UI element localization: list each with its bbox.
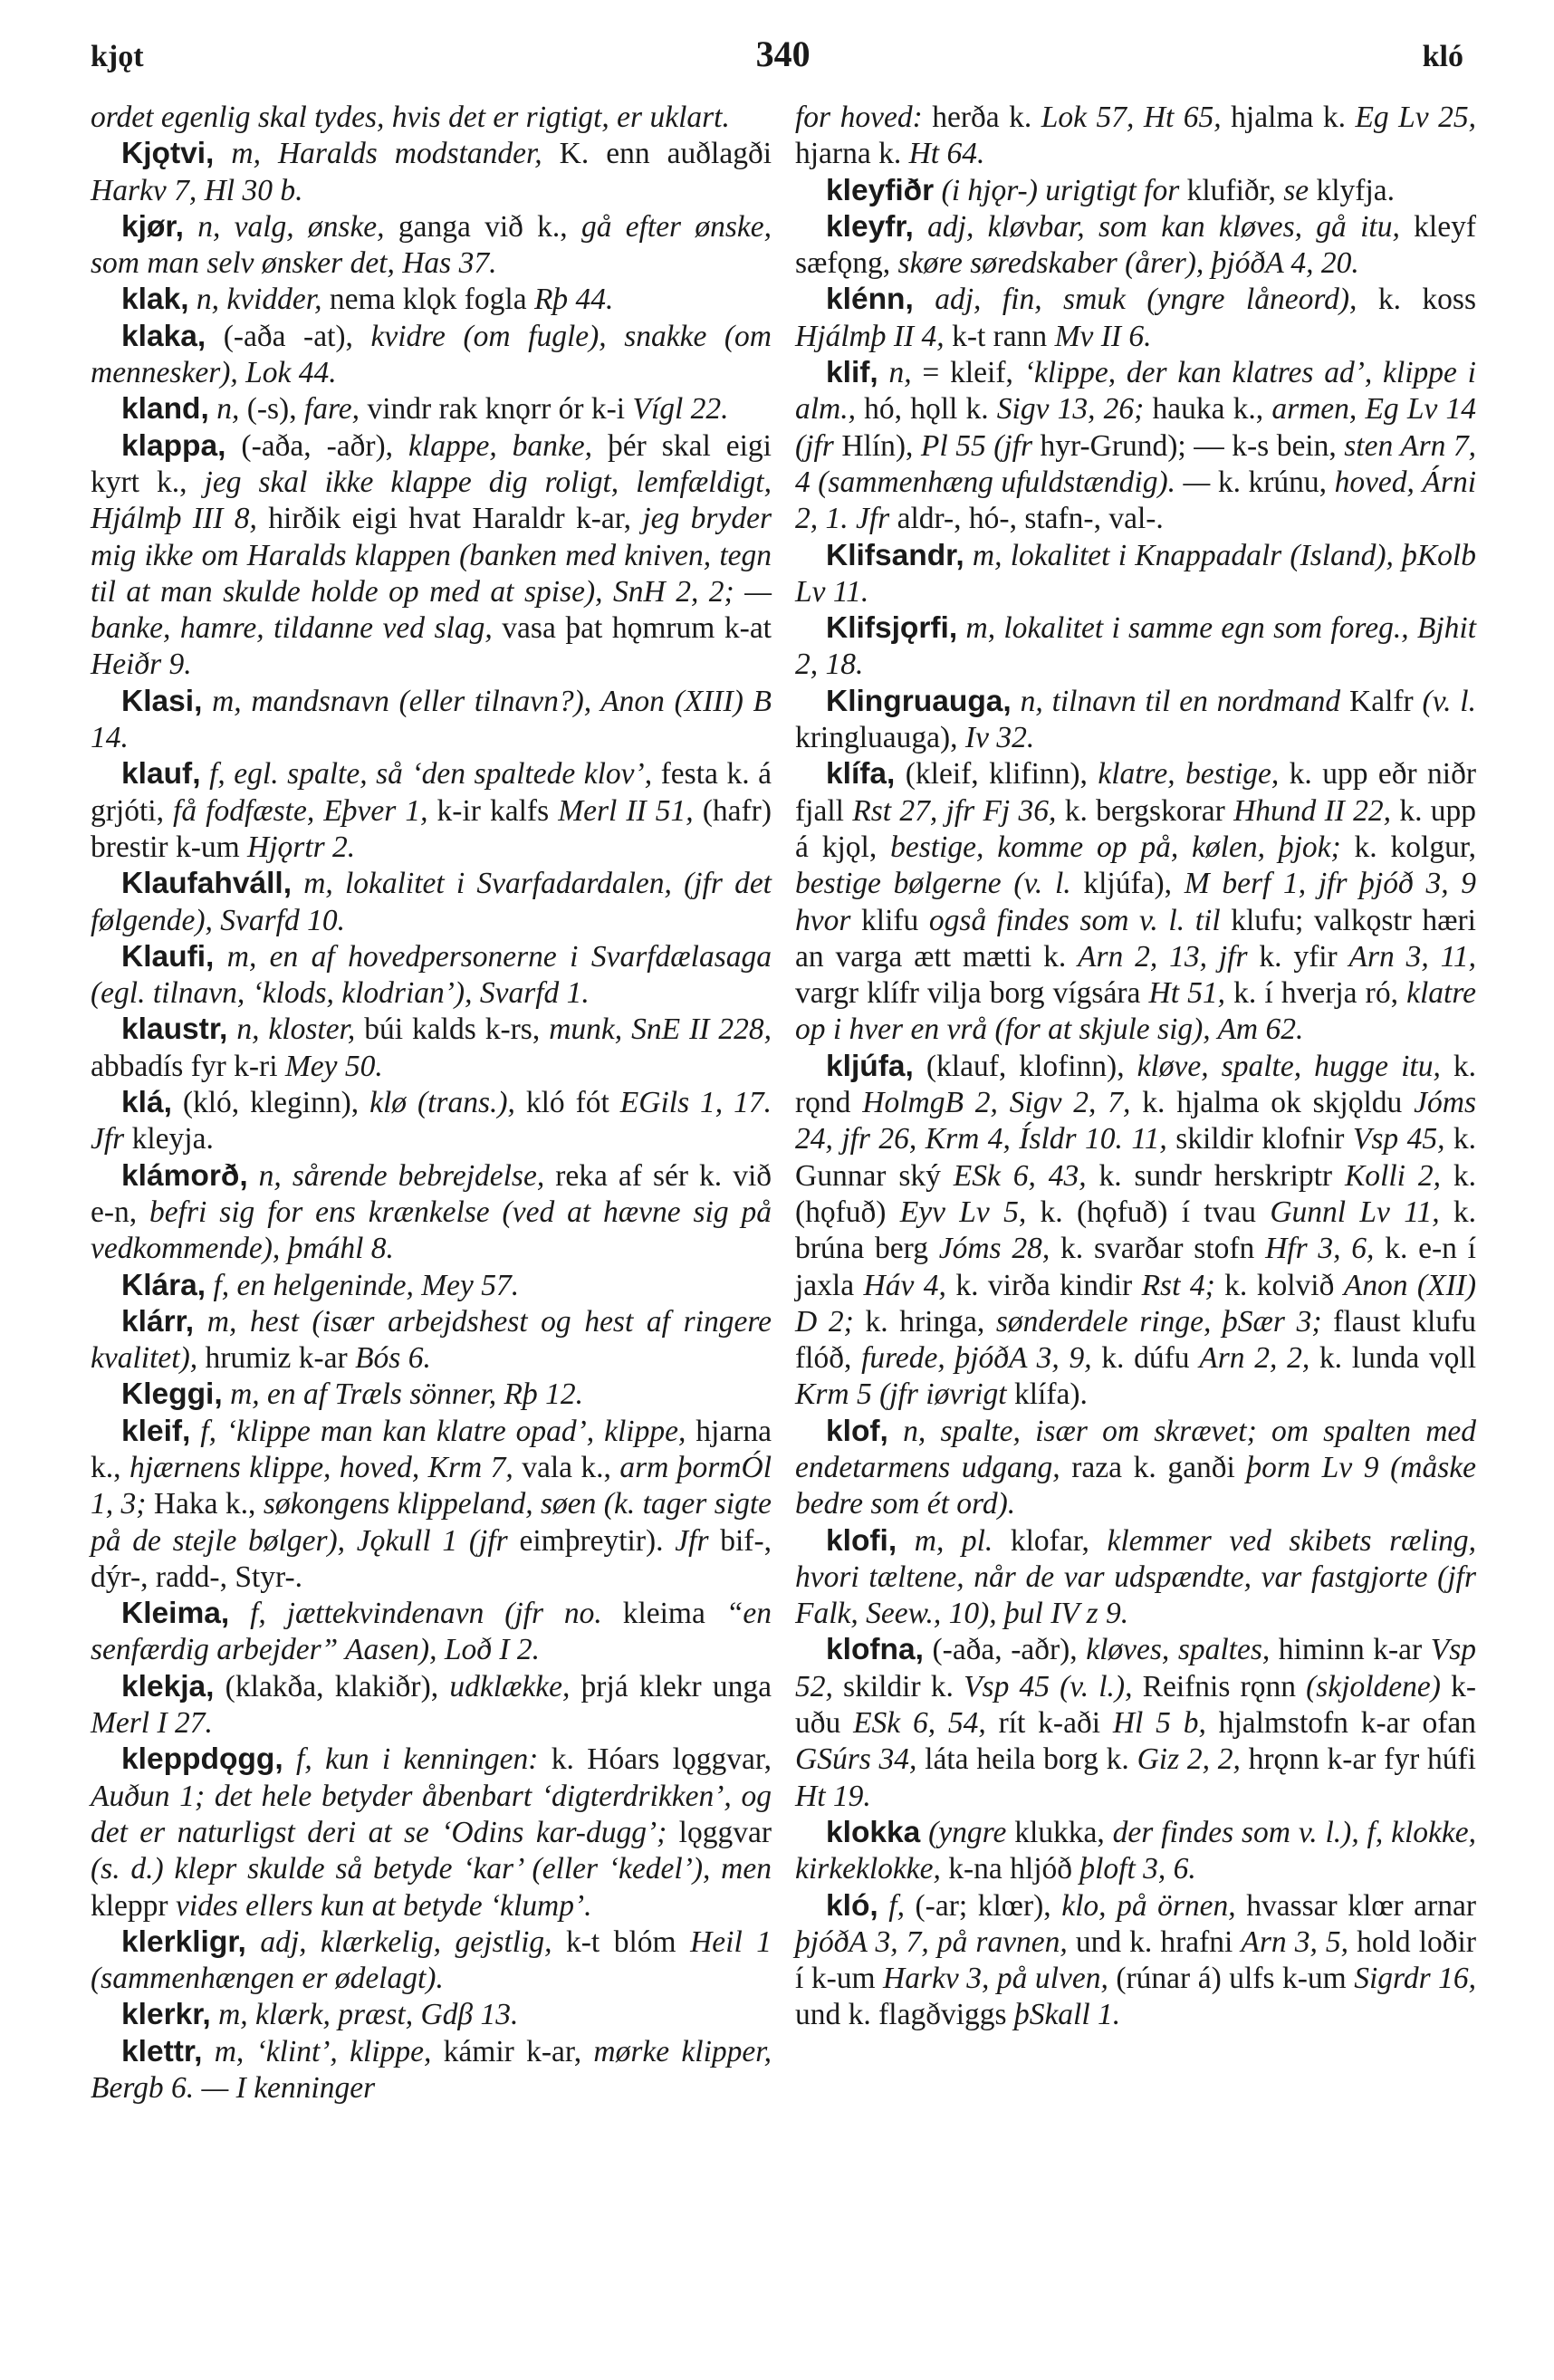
dictionary-entry: klénn, adj, fin, smuk (yngre låneord), k. koss Hjálmþ II 4, k-t rann Mv II 6. [795, 283, 1476, 353]
dictionary-entry: Klára, f, en helgeninde, Mey 57. [121, 1268, 520, 1302]
dictionary-entry: ordet egenlig skal tydes, hvis det er rigtigt, er uklart. [91, 101, 730, 134]
page-header [91, 33, 1463, 87]
dictionary-entry: klofi, m, pl. klofar, klemmer ved skibets ræling, hvori tæltene, når de var udspændte, var fastgjorte (jfr Falk, Seew., 10), þul IV z 9. [795, 1523, 1476, 1631]
dictionary-entry: Klaufahváll, m, lokalitet i Svarfadardalen, (jfr det følgende), Svarfd 10. [91, 867, 772, 937]
dictionary-entry: klaka, (-aða -at), kvidre (om fugle), snakke (om mennesker), Lok 44. [91, 319, 772, 390]
dictionary-entry: kland, n, (-s), fare, vindr rak knǫrr ór k-i Vígl 22. [121, 392, 729, 427]
dictionary-entry: klá, (kló, kleginn), klø (trans.), kló fót EGils 1, 17. Jfr kleyja. [91, 1086, 772, 1156]
dictionary-entry: klerkligr, adj, klærkelig, gejstlig, k-t blóm Heil 1 (sammenhængen er ødelagt). [91, 1924, 772, 1996]
dictionary-entry: kló, f, (-ar; klœr), klo, på örnen, hvassar klœr arnar þjóðA 3, 7, på ravnen, und k. hrafni Arn 3, 5, hold loðir í k-um Harkv 3, på ulven, (rúnar á) ulfs k-um Sigrdr 16, und k. flagðviggs þSkall 1. [795, 1888, 1476, 2032]
dictionary-entry: klof, n, spalte, især om skrævet; om spalten med endetarmens udgang, raza k. ganði þorm Lv 9 (måske bedre som ét ord). [795, 1414, 1477, 1521]
running-headword-right: kló [1422, 40, 1463, 73]
dictionary-entry: klerkr, m, klærk, præst, Gdβ 13. [121, 1998, 519, 2032]
dictionary-entry: klífa, (kleif, klifinn), klatre, bestige, k. upp eðr niðr fjall Rst 27, jfr Fj 36, k. bergskorar Hhund II 22, k. upp á kjǫl, bestige, komme op på, kølen, þjok; k. kolgur, bestige bølgerne (v. l. kljúfa), M berf 1, jfr þjóð 3, 9 hvor klifu også findes som v. l. til klufu; valkǫstr hæri an varga ætt mætti k. Arn 2, 13, jfr k. yfir Arn 3, 11, vargr klífr vilja borg vígsára Ht 51, k. í hverja ró, klatre op i hver en vrå (for at skjule sig), Am 62. [795, 757, 1477, 1047]
dictionary-entry: klif, n, = kleif, ‘klippe, der kan klatres ad’, klippe i alm., hó, hǫll k. Sigv 13, 26; hauka k., armen, Eg Lv 14 (jfr Hlín), Pl 55 (jfr hyr-Grund); — k-s bein, sten Arn 7, 4 (sammenhæng ufuldstændig). — k. krúnu, hoved, Árni 2, 1. Jfr aldr-, hó-, stafn-, val-. [795, 356, 1477, 536]
dictionary-entry: Kleima, f, jættekvindenavn (jfr no. kleima “en senfærdig arbejder” Aasen), Loð I 2. [91, 1597, 772, 1667]
dictionary-entry: Klifsjǫrfi, m, lokalitet i samme egn som foreg., Bjhit 2, 18. [795, 611, 1476, 682]
page-number: 340 [755, 34, 811, 74]
dictionary-entry: kleppdǫgg, f, kun i kenningen: k. Hóars lǫggvar, Auðun 1; det hele betyder åbenbart ‘digterdrikken’, og det er naturligst deri at se ‘Odins kar-dugg’; lǫggvar (s. d.) klepr skulde så betyde ‘kar’ (eller ‘kedel’), men kleppr vides ellers kun at betyde ‘klump’. [91, 1742, 772, 1923]
dictionary-entry: klofna, (-aða, -aðr), kløves, spaltes, himinn k-ar Vsp 52, skildir k. Vsp 45 (v. l.), Reifnis rǫnn (skjoldene) k-uðu ESk 6, 54, rít k-aði Hl 5 b, hjalmstofn k-ar ofan GSúrs 34, láta heila borg k. Giz 2, 2, hrǫnn k-ar fyr húfi Ht 19. [795, 1633, 1477, 1813]
dictionary-entry: kleyfr, adj, kløvbar, som kan kløves, gå itu, kleyf sæfǫng, skøre søredskaber (årer), þjóðA 4, 20. [795, 209, 1476, 281]
dictionary-entry: for hoved: herða k. Lok 57, Ht 65, hjalma k. Eg Lv 25, hjarna k. Ht 64. [795, 101, 1476, 171]
dictionary-entry: klekja, (klakða, klakiðr), udklække, þrjá klekr unga Merl I 27. [91, 1669, 772, 1741]
dictionary-entry: klaustr, n, kloster, búi kalds k-rs, munk, SnE II 228, abbadís fyr k-ri Mey 50. [91, 1012, 772, 1083]
dictionary-entry: Klasi, m, mandsnavn (eller tilnavn?), Anon (XIII) B 14. [91, 684, 772, 755]
dictionary-entry: klak, n, kvidder, nema klǫk fogla Rþ 44. [121, 283, 614, 317]
dictionary-entry: klettr, m, ‘klint’, klippe, kámir k-ar, mørke klipper, Bergb 6. — I kenninger [91, 2034, 772, 2106]
left-column [91, 100, 772, 2106]
running-headword-left: kjǫt [91, 40, 144, 73]
dictionary-entry: Klifsandr, m, lokalitet i Knappadalr (Island), þKolb Lv 11. [795, 538, 1476, 609]
dictionary-entry: klappa, (-aða, -aðr), klappe, banke, þér skal eigi kyrt k., jeg skal ikke klappe dig roligt, lemfældigt, Hjálmþ III 8, hirðik eigi hvat Haraldr k-ar, jeg bryder mig ikke om Haralds klappen (banken med kniven, tegn til at man skulde holde op med at spise), SnH 2, 2; — banke, hamre, tildanne ved slag, vasa þat hǫmrum k-at Heiðr 9. [91, 428, 772, 682]
right-column [795, 100, 1476, 2034]
dictionary-entry: klámorð, n, sårende bebrejdelse, reka af sér k. við e-n, befri sig for ens krænkelse (ved at hævne sig på vedkommende), þmáhl 8. [91, 1158, 772, 1266]
dictionary-entry: klauf, f, egl. spalte, så ‘den spaltede klov’, festa k. á grjóti, få fodfæste, Eþver 1, k-ir kalfs Merl II 51, (hafr) brestir k-um Hjǫrtr 2. [91, 757, 772, 864]
dictionary-entry: Kjǫtvi, m, Haralds modstander, K. enn auðlagði Harkv 7, Hl 30 b. [91, 137, 772, 207]
dictionary-entry: kleif, f, ‘klippe man kan klatre opad’, klippe, hjarna k., hjærnens klippe, hoved, Krm 7, vala k., arm þormÓl 1, 3; Haka k., søkongens klippeland, søen (k. tager sigte på de stejle bølger), Jǫkull 1 (jfr eimþreytir). Jfr bif-, dýr-, radd-, Styr-. [91, 1414, 772, 1594]
dictionary-entry: Klingruauga, n, tilnavn til en nordmand Kalfr (v. l. kringluauga), Iv 32. [795, 684, 1476, 755]
dictionary-entry: Kleggi, m, en af Træls sönner, Rþ 12. [121, 1377, 584, 1412]
dictionary-entry: klárr, m, hest (især arbejdshest og hest af ringere kvalitet), hrumiz k-ar Bós 6. [91, 1304, 772, 1376]
dictionary-entry: klokka (yngre klukka, der findes som v. l.), f, klokke, kirkeklokke, k-na hljóð þloft 3, 6. [795, 1815, 1476, 1886]
dictionary-entry: kjør, n, valg, ønske, ganga við k., gå efter ønske, som man selv ønsker det, Has 37. [91, 209, 772, 281]
dictionary-entry: kleyfiðr (i hjǫr-) urigtigt for klufiðr, se klyfja. [826, 173, 1395, 207]
dictionary-entry: kljúfa, (klauf, klofinn), kløve, spalte, hugge itu, k. rǫnd HolmgB 2, Sigv 2, 7, k. hjalma ok skjǫldu Jóms 24, jfr 26, Krm 4, Ísldr 10. 11, skildir klofnir Vsp 45, k. Gunnar ský ESk 6, 43, k. sundr herskriptr Kolli 2, k. (hǫfuð) Eyv Lv 5, k. (hǫfuð) í tvau Gunnl Lv 11, k. brúna berg Jóms 28, k. svarðar stofn Hfr 3, 6, k. e-n í jaxla Háv 4, k. virða kindir Rst 4; k. kolvið Anon (XII) D 2; k. hringa, sønderdele ringe, þSær 3; flaust klufu flóð, furede, þjóðA 3, 9, k. dúfu Arn 2, 2, k. lunda vǫll Krm 5 (jfr iøvrigt klífa). [795, 1049, 1477, 1412]
dictionary-entry: Klaufi, m, en af hovedpersonerne i Svarfdælasaga (egl. tilnavn, ‘klods, klodrian’), Svarfd 1. [91, 939, 772, 1011]
